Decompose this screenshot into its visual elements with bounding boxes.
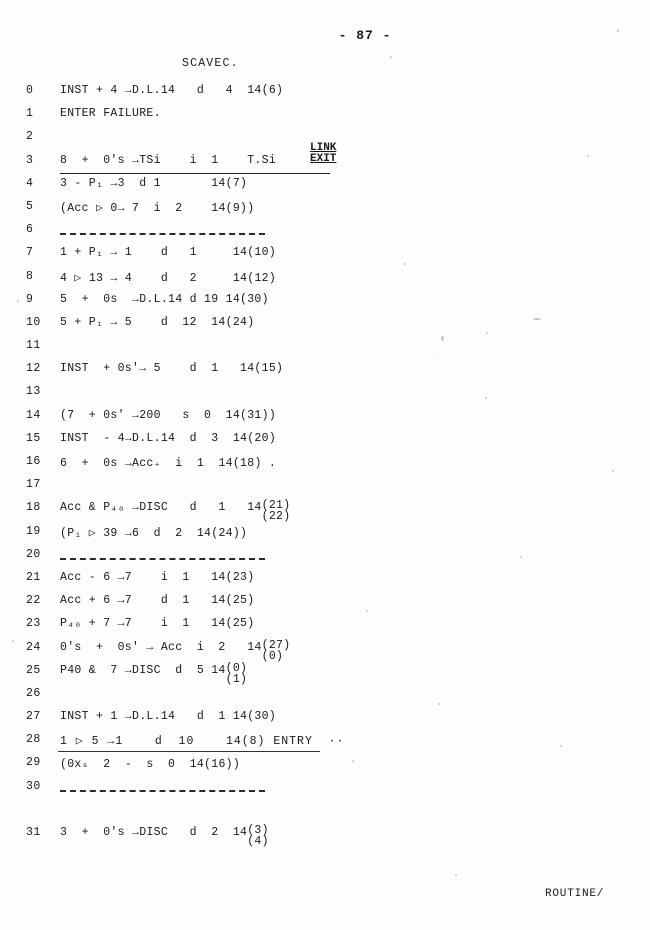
line-number: 16	[26, 455, 41, 468]
dashed-separator	[60, 790, 265, 792]
listing-row	[0, 455, 650, 478]
line-number: 27	[26, 710, 41, 724]
line-number: 14	[26, 408, 41, 422]
listing-row	[0, 548, 650, 571]
scan-speck	[12, 640, 14, 642]
line-number: 22	[26, 594, 41, 608]
listing-row	[0, 571, 650, 594]
link-label: LINK	[310, 141, 337, 154]
line-body: (P₁ ▷ 39 →6 d 2 14(24))	[60, 526, 248, 540]
listing-row	[0, 501, 650, 524]
line-number: 4	[26, 176, 34, 190]
link-ref-bottom: (22)	[261, 510, 291, 524]
listing-row	[0, 200, 650, 223]
line-number: 24	[26, 640, 41, 654]
line-body: Acc + 6 →7 d 1 14(25)	[60, 594, 255, 608]
line-number: 13	[26, 385, 41, 399]
line-number: 21	[26, 570, 41, 584]
scan-speck	[438, 703, 440, 705]
line-body: (Acc ▷ 0→ 7 i 2 14(9))	[60, 201, 255, 215]
link-ref-bottom: (4)	[247, 835, 269, 848]
line-number: 18	[26, 501, 41, 515]
line-number: 6	[26, 223, 34, 237]
line-body: ENTER FAILURE.	[60, 107, 161, 121]
scan-speck	[520, 556, 522, 558]
scan-speck	[441, 336, 444, 341]
scan-speck	[404, 263, 406, 265]
line-body: 4 ▷ 13 → 4 d 2 14(12)	[60, 271, 277, 285]
line-body: 6 + 0s →Acc₊ i 1 14(18) .	[60, 457, 277, 470]
listing-row	[0, 780, 650, 803]
line-number: 17	[26, 478, 41, 492]
listing-row	[0, 362, 650, 385]
line-body: 0's + 0s' → Acc i 2 14 (27) (0)	[60, 638, 291, 663]
listing-row	[0, 478, 650, 501]
dashed-separator	[60, 233, 265, 235]
listing-spacer	[0, 803, 650, 826]
line-number: 5	[26, 199, 34, 213]
document-title: SCAVEC.	[182, 57, 239, 70]
line-body: INST + 1 →D.L.14 d 1 14(30)	[60, 710, 277, 724]
listing-row	[0, 177, 650, 200]
exit-label: EXIT	[310, 153, 337, 166]
line-number: 2	[26, 130, 34, 144]
listing-row	[0, 661, 650, 687]
line-body: (7 + 0s' →200 s 0 14(31))	[60, 408, 277, 422]
line-number: 0	[26, 84, 34, 97]
line-number: 30	[26, 779, 41, 793]
line-number: 26	[26, 686, 41, 700]
line-number: 7	[26, 246, 34, 260]
page-footer: ROUTINE/	[545, 888, 605, 900]
listing-row	[0, 385, 650, 408]
scan-speck	[352, 760, 354, 762]
link-ref-top: (27)	[261, 638, 291, 652]
scan-speck	[437, 356, 438, 357]
link-ref-top: (21)	[261, 499, 291, 513]
scan-speck	[617, 29, 619, 32]
scan-speck	[17, 300, 19, 302]
scan-speck	[612, 470, 614, 472]
line-body: 1 ▷ 5 →1 d 10 14(8) ENTRY ··	[60, 735, 345, 749]
listing-row	[0, 617, 650, 640]
line-body: 1 + P₁ → 1 d 1 14(10)	[60, 246, 277, 260]
line-number: 20	[26, 547, 41, 561]
link-ref-top: (0)	[225, 661, 248, 675]
link-ref-bottom: (1)	[225, 672, 248, 686]
link-ref-top: (3)	[247, 824, 269, 837]
listing-row	[0, 84, 650, 107]
line-body: Acc & P₄₀ →DISC d 1 14 (21) (22)	[60, 499, 291, 524]
line-number: 29	[26, 756, 41, 770]
listing-row	[0, 826, 650, 849]
line-number: 19	[26, 524, 41, 538]
line-body: Acc - 6 →7 i 1 14(23)	[60, 570, 255, 584]
listing-row	[0, 339, 650, 362]
listing-row	[0, 246, 650, 269]
line-number: 9	[26, 292, 34, 306]
line-body: P₄₀ + 7 →7 i 1 14(25)	[60, 617, 255, 631]
line-body: 3 + 0's →DISC d 2 14 (3) (4)	[60, 824, 269, 848]
line-body: 8 + 0's →TSi i 1 T.Si	[60, 153, 277, 167]
line-number: 1	[26, 107, 34, 121]
line-body: INST + 4 →D.L.14 d 4 14(6)	[60, 84, 284, 97]
line-number: 11	[26, 339, 41, 353]
line-number: 25	[26, 663, 41, 677]
scan-speck	[485, 397, 487, 399]
listing-row	[0, 270, 650, 293]
line-number: 10	[26, 315, 41, 329]
listing-row	[0, 710, 650, 733]
line-number: 28	[26, 733, 41, 747]
scan-speck	[455, 874, 457, 876]
line-body: 5 + P₁ → 5 d 12 14(24)	[60, 315, 255, 329]
line-body: INST + 0s'→ 5 d 1 14(15)	[60, 362, 284, 376]
dashed-separator	[60, 558, 265, 560]
listing-row	[0, 223, 650, 246]
listing-row	[0, 733, 650, 756]
listing-row	[0, 107, 650, 130]
instruction-listing	[0, 84, 650, 849]
listing-row	[0, 594, 650, 617]
line-number: 12	[26, 362, 41, 376]
scan-speck	[366, 610, 368, 612]
listing-row	[0, 756, 650, 779]
listing-row	[0, 638, 650, 664]
listing-row	[0, 293, 650, 316]
section-rule	[60, 173, 330, 174]
line-body: (0xₛ 2 - s 0 14(16))	[60, 758, 241, 772]
line-body: P40 & 7 →DISC d 5 14 (0) (1)	[60, 661, 248, 686]
listing-row	[0, 432, 650, 455]
line-body: 5 + 0s →D.L.14 d 19 14(30)	[60, 292, 269, 306]
scan-speck	[486, 332, 488, 334]
scan-speck	[533, 318, 541, 320]
line-number: 23	[26, 617, 41, 631]
scan-speck	[560, 745, 562, 747]
listing-row	[0, 687, 650, 710]
page-number: - 87 -	[338, 28, 392, 43]
link-exit-column-header	[310, 143, 336, 166]
scan-speck	[390, 56, 392, 58]
link-ref-bottom: (0)	[261, 649, 284, 663]
line-number: 8	[26, 269, 34, 283]
line-number: 15	[26, 431, 41, 445]
scan-speck	[587, 155, 589, 157]
line-number: 31	[26, 826, 41, 839]
listing-row	[0, 409, 650, 432]
section-rule	[58, 751, 320, 752]
line-number: 3	[26, 153, 34, 167]
listing-row	[0, 525, 650, 548]
listing-row	[0, 316, 650, 339]
line-body: 3 - P₁ →3 d 1 14(7)	[60, 176, 248, 190]
line-body: INST - 4→D.L.14 d 3 14(20)	[60, 431, 277, 445]
